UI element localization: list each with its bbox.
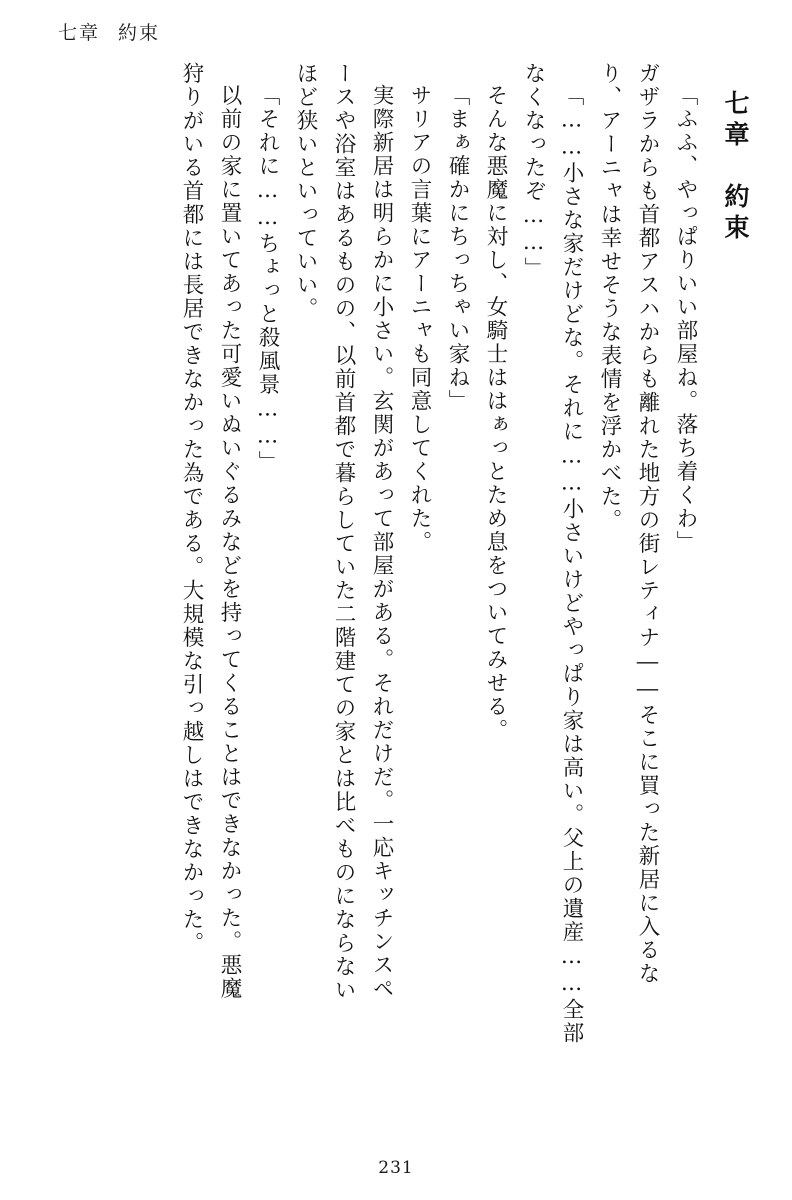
running-header-chapter-title: 約束 — [118, 22, 161, 44]
vertical-text-body — [48, 62, 748, 1152]
text-column: なくなったぞ……」 — [521, 62, 546, 281]
text-column: ースや浴室はあるものの、以前首都で暮らしていた二階建ての家とは比べものにならない — [331, 62, 356, 1002]
running-header-chapter-label: 七章 — [58, 22, 101, 44]
text-column: そんな悪魔に対し、女騎士ははぁっとため息をついてみせる。 — [483, 84, 508, 742]
text-column: ほど狭いといっていい。 — [293, 62, 318, 321]
text-column: 「……小さな家だけどな。それに……小さいけどやっぱり家は高い。父上の遺産……全部 — [559, 84, 584, 1045]
running-header — [58, 18, 160, 45]
text-column: 以前の家に置いてあった可愛いぬいぐるみなどを持ってくることはできなかった。悪魔 — [217, 84, 242, 1001]
text-column: 「それに……ちょっと殺風景……」 — [255, 84, 280, 474]
text-column: 「まぁ確かにちっちゃい家ね」 — [445, 84, 470, 413]
text-column: ガザラからも首都アスハからも離れた地方の街レティナ――そこに買った新居に入るな — [635, 62, 660, 986]
text-column: 実際新居は明らかに小さい。玄関があって部屋がある。それだけだ。一応キッチンスペ — [369, 84, 394, 1001]
chapter-heading: 七章 約束 — [721, 90, 750, 245]
text-column: り、アーニャは幸せそうな表情を浮かべた。 — [597, 62, 622, 532]
text-column: 狩りがいる首都には長居できなかった為である。大規模な引っ越しはできなかった。 — [179, 62, 204, 955]
text-column: 「ふふ、やっぱりいい部屋ね。落ち着くわ」 — [673, 84, 698, 554]
text-column: サリアの言葉にアーニャも同意してくれた。 — [407, 84, 432, 554]
page-number: 231 — [378, 1158, 414, 1178]
